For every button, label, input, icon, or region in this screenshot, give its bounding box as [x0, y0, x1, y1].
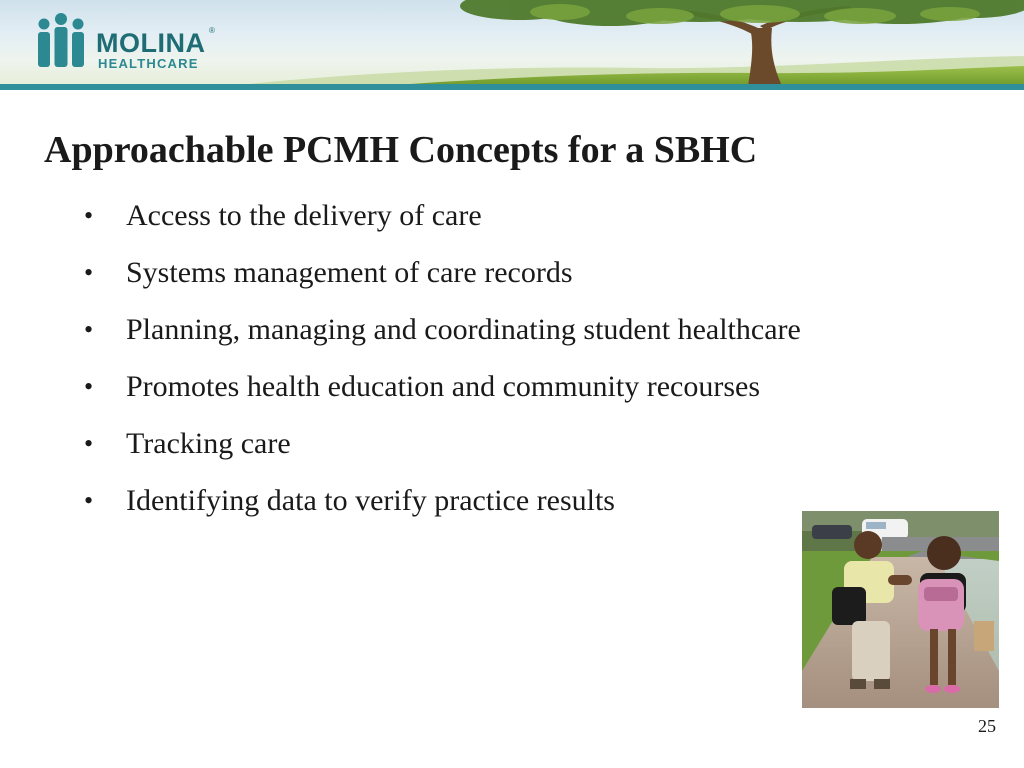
bullet-dot: •: [84, 201, 94, 230]
slide-title: Approachable PCMH Concepts for a SBHC: [44, 129, 758, 171]
children-walking-photo: [802, 511, 999, 708]
bullet-text: Access to the delivery of care: [126, 199, 482, 232]
header-banner: [0, 0, 1024, 86]
bullet-item: [80, 249, 900, 296]
logo-registered-mark: ®: [209, 26, 215, 35]
molina-people-icon: [34, 13, 94, 73]
bullet-text: Tracking care: [126, 427, 291, 460]
header-rule: [0, 84, 1024, 90]
bullet-item: [80, 420, 900, 467]
bullet-item: [80, 477, 900, 524]
bullet-item: [80, 306, 900, 353]
bullet-text: Planning, managing and coordinating student healthcare: [126, 313, 801, 346]
bullet-dot: •: [84, 315, 94, 344]
bullet-item: [80, 192, 900, 239]
bullet-text: Systems management of care records: [126, 256, 573, 289]
bullet-dot: •: [84, 429, 94, 458]
bullet-list: [80, 192, 900, 534]
bullet-item: [80, 363, 900, 410]
logo-wordmark: MOLINA: [96, 28, 206, 58]
bullet-dot: •: [84, 258, 94, 287]
bullet-text: Promotes health education and community recourses: [126, 370, 760, 403]
bullet-text: Identifying data to verify practice results: [126, 484, 615, 517]
logo-subtitle: HEALTHCARE: [98, 56, 199, 71]
molina-healthcare-logo: [34, 13, 224, 73]
page-number: 25: [978, 716, 996, 736]
bullet-dot: •: [84, 486, 94, 515]
bullet-dot: •: [84, 372, 94, 401]
